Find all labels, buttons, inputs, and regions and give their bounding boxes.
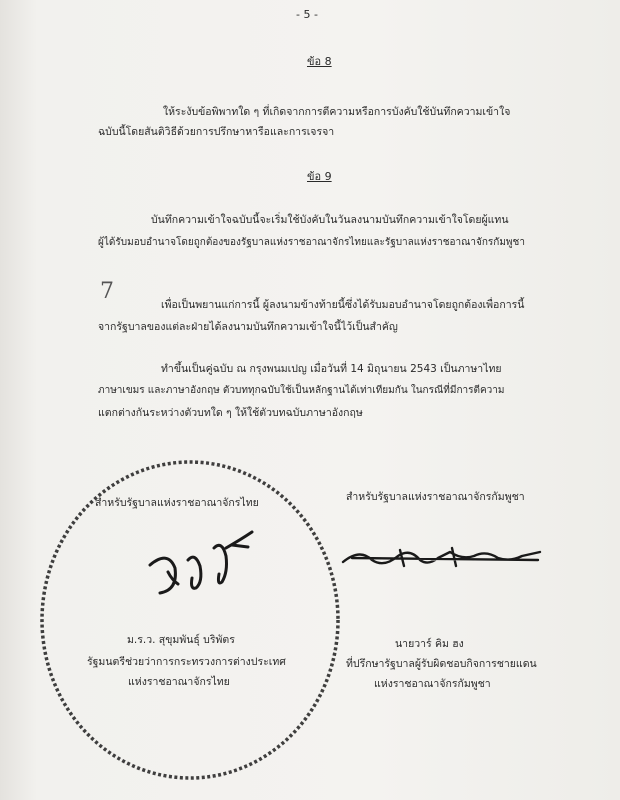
done-at-line-2: ภาษาเขมร และภาษาอังกฤษ ตัวบททุกฉบับใช้เป็นหลักฐานได้เท่าเทียมกัน ในกรณีที่มีการตีความ <box>98 385 505 396</box>
left-signatory-title-2: แห่งราชอาณาจักรไทย <box>128 676 230 688</box>
right-signatory-title-2: แห่งราชอาณาจักรกัมพูชา <box>374 678 491 690</box>
clause-8-heading: ข้อ 8 <box>307 55 332 68</box>
clause-8-line-1: ให้ระงับข้อพิพาทใด ๆ ที่เกิดจากการตีความหรือการบังคับใช้บันทึกความเข้าใจ <box>163 106 511 118</box>
margin-handwritten-mark: 7 <box>100 279 114 304</box>
witness-line-2: จากรัฐบาลของแต่ละฝ่ายได้ลงนามบันทึกความเข้าใจนี้ไว้เป็นสำคัญ <box>98 321 398 333</box>
left-signatory-name: ม.ร.ว. สุขุมพันธุ์ บริพัตร <box>127 634 235 646</box>
done-at-line-3: แตกต่างกันระหว่างตัวบทใด ๆ ให้ใช้ตัวบทฉบับภาษาอังกฤษ <box>98 407 363 419</box>
right-signatory-header: สำหรับรัฐบาลแห่งราชอาณาจักรกัมพูชา <box>346 491 525 503</box>
clause-9-heading: ข้อ 9 <box>307 170 332 183</box>
clause-9-line-2: ผู้ได้รับมอบอำนาจโดยถูกต้องของรัฐบาลแห่งราชอาณาจักรไทยและรัฐบาลแห่งราชอาณาจักรกัมพูชา <box>98 237 525 248</box>
left-signatory-title-1: รัฐมนตรีช่วยว่าการกระทรวงการต่างประเทศ <box>87 656 286 668</box>
right-signatory-title-1: ที่ปรึกษารัฐบาลผู้รับผิดชอบกิจการชายแดน <box>346 658 537 670</box>
witness-line-1: เพื่อเป็นพยานแก่การนี้ ผู้ลงนามข้างท้ายนี้ซึ่งได้รับมอบอำนาจโดยถูกต้องเพื่อการนี้ <box>161 299 525 311</box>
clause-9-line-1: บันทึกความเข้าใจฉบับนี้จะเริ่มใช้บังคับในวันลงนามบันทึกความเข้าใจโดยผู้แทน <box>151 214 509 226</box>
clause-8-line-2: ฉบับนี้โดยสันติวิธีด้วยการปรึกษาหารือและการเจรจา <box>98 126 335 138</box>
right-signatory-name: นายวาร์ คิม ฮง <box>395 638 464 650</box>
done-at-line-1: ทำขึ้นเป็นคู่ฉบับ ณ กรุงพนมเปญ เมื่อวันที่ 14 มิถุนายน 2543 เป็นภาษาไทย <box>161 363 502 375</box>
left-signatory-header: สำหรับรัฐบาลแห่งราชอาณาจักรไทย <box>95 497 259 509</box>
page-number: - 5 - <box>296 8 318 21</box>
